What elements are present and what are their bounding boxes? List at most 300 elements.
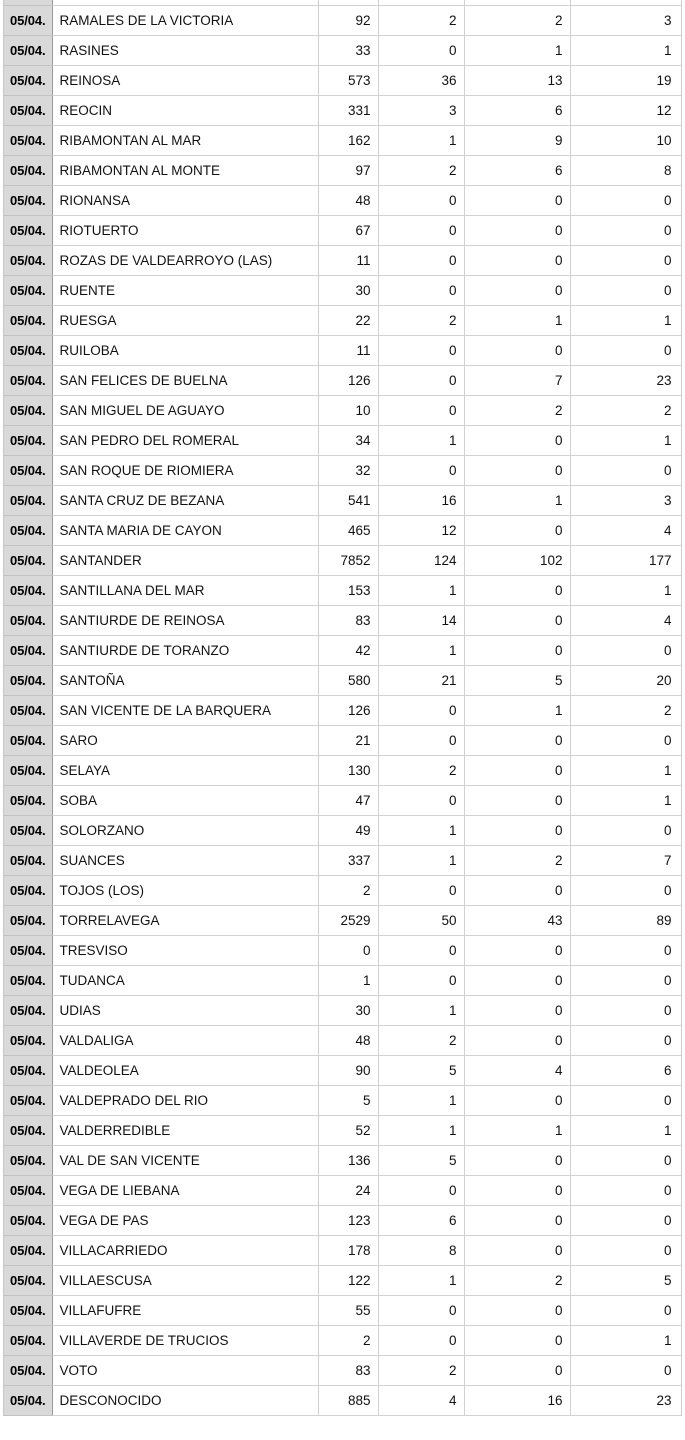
cell-value-4: 0 xyxy=(570,455,681,485)
cell-value-4: 177 xyxy=(570,545,681,575)
cell-value-3: 1 xyxy=(464,485,570,515)
table-row[interactable] xyxy=(3,1355,681,1385)
date-text: 05/04. xyxy=(10,342,46,358)
cell-value-3: 1 xyxy=(464,35,570,65)
cell-date xyxy=(3,125,52,155)
cell-municipality-name: TRESVISO xyxy=(52,935,318,965)
cell-value-1: 122 xyxy=(318,1265,378,1295)
cell-value-4: 0 xyxy=(570,995,681,1025)
date-text: 05/04. xyxy=(10,552,46,568)
cell-value-3: 0 xyxy=(464,1205,570,1235)
date-text: 05/04. xyxy=(10,882,46,898)
cell-value-4: 5 xyxy=(570,1265,681,1295)
cell-value-3: 6 xyxy=(464,155,570,185)
cell-value-4: 0 xyxy=(570,935,681,965)
cell-value-2: 2 xyxy=(378,1025,464,1055)
date-text: 05/04. xyxy=(10,912,46,928)
cell-value-2: 36 xyxy=(378,65,464,95)
cell-date xyxy=(3,815,52,845)
table-row[interactable] xyxy=(3,965,681,995)
date-text: 05/04. xyxy=(10,702,46,718)
cell-value-3: 6 xyxy=(464,95,570,125)
date-text: 05/04. xyxy=(10,1392,46,1408)
cell-value-3: 13 xyxy=(464,65,570,95)
cell-municipality-name: SOLORZANO xyxy=(52,815,318,845)
cell-value-4: 0 xyxy=(570,1085,681,1115)
date-text: 05/04. xyxy=(10,432,46,448)
table-row[interactable] xyxy=(3,35,681,65)
table-row[interactable] xyxy=(3,125,681,155)
table-row[interactable] xyxy=(3,305,681,335)
cell-municipality-name: SANTIURDE DE TORANZO xyxy=(52,635,318,665)
cell-value-1: 48 xyxy=(318,1025,378,1055)
cell-value-4: 1 xyxy=(570,785,681,815)
cell-date xyxy=(3,185,52,215)
cell-date xyxy=(3,785,52,815)
cell-value-2: 1 xyxy=(378,845,464,875)
date-text: 05/04. xyxy=(10,252,46,268)
cell-value-4: 0 xyxy=(570,1355,681,1385)
cell-value-3: 1 xyxy=(464,305,570,335)
cell-date xyxy=(3,665,52,695)
cell-value-4: 3 xyxy=(570,5,681,35)
cell-value-3: 4 xyxy=(464,1055,570,1085)
cell-value-4: 1 xyxy=(570,425,681,455)
table-row[interactable] xyxy=(3,395,681,425)
cell-municipality-name: SANTANDER xyxy=(52,545,318,575)
cell-value-3: 43 xyxy=(464,905,570,935)
table-row[interactable] xyxy=(3,1145,681,1175)
cell-value-1: 10 xyxy=(318,395,378,425)
cell-value-3: 5 xyxy=(464,665,570,695)
cell-value-2: 14 xyxy=(378,605,464,635)
date-text: 05/04. xyxy=(10,222,46,238)
table-row[interactable] xyxy=(3,1235,681,1265)
cell-date xyxy=(3,395,52,425)
cell-municipality-name: SAN VICENTE DE LA BARQUERA xyxy=(52,695,318,725)
cell-municipality-name: VILLAESCUSA xyxy=(52,1265,318,1295)
cell-value-3: 16 xyxy=(464,1385,570,1415)
cell-value-4: 12 xyxy=(570,95,681,125)
date-text: 05/04. xyxy=(10,102,46,118)
cell-municipality-name: RIOTUERTO xyxy=(52,215,318,245)
cell-value-3: 2 xyxy=(464,395,570,425)
cell-value-2: 1 xyxy=(378,125,464,155)
cell-value-4: 0 xyxy=(570,275,681,305)
date-text: 05/04. xyxy=(10,1002,46,1018)
cell-value-1: 83 xyxy=(318,605,378,635)
cell-value-4: 0 xyxy=(570,1025,681,1055)
cell-date xyxy=(3,65,52,95)
cell-municipality-name: VALDALIGA xyxy=(52,1025,318,1055)
cell-value-2: 0 xyxy=(378,785,464,815)
table-row[interactable] xyxy=(3,455,681,485)
cell-value-4: 1 xyxy=(570,305,681,335)
date-text: 05/04. xyxy=(10,1092,46,1108)
table-row[interactable] xyxy=(3,65,681,95)
cell-value-3: 102 xyxy=(464,545,570,575)
table-row[interactable] xyxy=(3,575,681,605)
cell-value-2: 0 xyxy=(378,35,464,65)
cell-value-3: 0 xyxy=(464,185,570,215)
cell-date xyxy=(3,425,52,455)
cell-municipality-name: RAMALES DE LA VICTORIA xyxy=(52,5,318,35)
date-text: 05/04. xyxy=(10,372,46,388)
cell-value-2: 5 xyxy=(378,1055,464,1085)
cell-value-4: 4 xyxy=(570,605,681,635)
table-row[interactable] xyxy=(3,815,681,845)
cell-value-1: 34 xyxy=(318,425,378,455)
table-row[interactable] xyxy=(3,905,681,935)
table-row[interactable] xyxy=(3,635,681,665)
cell-value-4: 0 xyxy=(570,875,681,905)
cell-municipality-name: UDIAS xyxy=(52,995,318,1025)
cell-value-3: 0 xyxy=(464,1145,570,1175)
cell-date xyxy=(3,245,52,275)
table-row[interactable] xyxy=(3,1205,681,1235)
date-text: 05/04. xyxy=(10,972,46,988)
cell-value-1: 90 xyxy=(318,1055,378,1085)
cell-value-2: 0 xyxy=(378,395,464,425)
cell-value-4: 20 xyxy=(570,665,681,695)
cell-municipality-name: RUESGA xyxy=(52,305,318,335)
cell-date xyxy=(3,875,52,905)
date-text: 05/04. xyxy=(10,642,46,658)
cell-date xyxy=(3,515,52,545)
cell-value-3: 2 xyxy=(464,845,570,875)
cell-value-4: 0 xyxy=(570,635,681,665)
cell-value-3: 0 xyxy=(464,995,570,1025)
table-row[interactable] xyxy=(3,1055,681,1085)
cell-value-2: 1 xyxy=(378,815,464,845)
cell-date xyxy=(3,635,52,665)
cell-date xyxy=(3,1205,52,1235)
cell-date xyxy=(3,305,52,335)
cell-value-1: 337 xyxy=(318,845,378,875)
cell-date xyxy=(3,605,52,635)
cell-value-3: 2 xyxy=(464,5,570,35)
cell-value-4: 0 xyxy=(570,965,681,995)
cell-date xyxy=(3,1145,52,1175)
cell-value-1: 5 xyxy=(318,1085,378,1115)
table-row[interactable] xyxy=(3,365,681,395)
cell-value-3: 1 xyxy=(464,695,570,725)
cell-value-2: 1 xyxy=(378,635,464,665)
date-text: 05/04. xyxy=(10,312,46,328)
date-text: 05/04. xyxy=(10,492,46,508)
cell-value-1: 123 xyxy=(318,1205,378,1235)
cell-date xyxy=(3,95,52,125)
cell-value-1: 92 xyxy=(318,5,378,35)
cell-value-4: 0 xyxy=(570,1175,681,1205)
date-text: 05/04. xyxy=(10,792,46,808)
table-row[interactable] xyxy=(3,335,681,365)
cell-value-1: 7852 xyxy=(318,545,378,575)
cell-value-1: 0 xyxy=(318,935,378,965)
cell-value-4: 0 xyxy=(570,815,681,845)
date-text: 05/04. xyxy=(10,1332,46,1348)
cell-value-1: 1 xyxy=(318,965,378,995)
date-text: 05/04. xyxy=(10,72,46,88)
table-row[interactable] xyxy=(3,5,681,35)
date-text: 05/04. xyxy=(10,1152,46,1168)
cell-value-2: 0 xyxy=(378,1325,464,1355)
table-row[interactable] xyxy=(3,845,681,875)
date-text: 05/04. xyxy=(10,42,46,58)
cell-municipality-name: SAN PEDRO DEL ROMERAL xyxy=(52,425,318,455)
cell-value-2: 16 xyxy=(378,485,464,515)
cell-municipality-name: SAN MIGUEL DE AGUAYO xyxy=(52,395,318,425)
table-row[interactable] xyxy=(3,1265,681,1295)
cell-value-4: 0 xyxy=(570,1145,681,1175)
cell-value-1: 126 xyxy=(318,365,378,395)
table-row[interactable] xyxy=(3,245,681,275)
cell-value-2: 2 xyxy=(378,1355,464,1385)
table-row[interactable] xyxy=(3,1085,681,1115)
cell-value-4: 0 xyxy=(570,245,681,275)
cell-value-4: 2 xyxy=(570,395,681,425)
table-row[interactable] xyxy=(3,725,681,755)
date-text: 05/04. xyxy=(10,1212,46,1228)
cell-value-1: 885 xyxy=(318,1385,378,1415)
cell-value-3: 0 xyxy=(464,755,570,785)
cell-value-2: 12 xyxy=(378,515,464,545)
cell-value-2: 0 xyxy=(378,215,464,245)
cell-value-2: 1 xyxy=(378,1115,464,1145)
cell-municipality-name: SAN ROQUE DE RIOMIERA xyxy=(52,455,318,485)
cell-value-3: 0 xyxy=(464,1295,570,1325)
cell-value-4: 0 xyxy=(570,1295,681,1325)
cell-value-1: 48 xyxy=(318,185,378,215)
cell-value-2: 0 xyxy=(378,335,464,365)
table-row[interactable] xyxy=(3,215,681,245)
cell-value-1: 178 xyxy=(318,1235,378,1265)
cell-date xyxy=(3,485,52,515)
cell-value-3: 0 xyxy=(464,515,570,545)
cell-date xyxy=(3,1355,52,1385)
cell-value-1: 11 xyxy=(318,335,378,365)
cell-municipality-name: TUDANCA xyxy=(52,965,318,995)
table-row[interactable] xyxy=(3,755,681,785)
table-row[interactable] xyxy=(3,515,681,545)
table-row[interactable] xyxy=(3,875,681,905)
cell-value-2: 8 xyxy=(378,1235,464,1265)
date-text: 05/04. xyxy=(10,132,46,148)
table-row[interactable] xyxy=(3,1025,681,1055)
cell-value-4: 19 xyxy=(570,65,681,95)
table-row[interactable] xyxy=(3,995,681,1025)
cell-date xyxy=(3,1325,52,1355)
cell-value-1: 162 xyxy=(318,125,378,155)
cell-value-4: 8 xyxy=(570,155,681,185)
cell-date xyxy=(3,5,52,35)
cell-value-1: 47 xyxy=(318,785,378,815)
cell-municipality-name: ROZAS DE VALDEARROYO (LAS) xyxy=(52,245,318,275)
cell-municipality-name: VALDERREDIBLE xyxy=(52,1115,318,1145)
cell-value-1: 11 xyxy=(318,245,378,275)
date-text: 05/04. xyxy=(10,282,46,298)
cell-value-1: 130 xyxy=(318,755,378,785)
cell-value-1: 465 xyxy=(318,515,378,545)
cell-municipality-name: RIBAMONTAN AL MONTE xyxy=(52,155,318,185)
cell-value-3: 0 xyxy=(464,215,570,245)
cell-value-2: 124 xyxy=(378,545,464,575)
cell-value-1: 573 xyxy=(318,65,378,95)
cell-value-1: 55 xyxy=(318,1295,378,1325)
cell-value-1: 32 xyxy=(318,455,378,485)
cell-value-3: 1 xyxy=(464,1115,570,1145)
cell-municipality-name: SELAYA xyxy=(52,755,318,785)
cell-value-1: 67 xyxy=(318,215,378,245)
cell-municipality-name: REINOSA xyxy=(52,65,318,95)
cell-value-3: 0 xyxy=(464,875,570,905)
cell-municipality-name: SARO xyxy=(52,725,318,755)
cell-value-3: 0 xyxy=(464,1325,570,1355)
cell-municipality-name: REOCIN xyxy=(52,95,318,125)
cell-municipality-name: VALDEPRADO DEL RIO xyxy=(52,1085,318,1115)
cell-date xyxy=(3,1085,52,1115)
cell-value-2: 0 xyxy=(378,695,464,725)
table-row[interactable] xyxy=(3,275,681,305)
table-row[interactable] xyxy=(3,485,681,515)
cell-value-2: 4 xyxy=(378,1385,464,1415)
cell-date xyxy=(3,155,52,185)
cell-municipality-name: VEGA DE LIEBANA xyxy=(52,1175,318,1205)
cell-date xyxy=(3,995,52,1025)
cell-municipality-name: SUANCES xyxy=(52,845,318,875)
table-row[interactable] xyxy=(3,1325,681,1355)
cell-municipality-name: SOBA xyxy=(52,785,318,815)
date-text: 05/04. xyxy=(10,192,46,208)
date-text: 05/04. xyxy=(10,1302,46,1318)
cell-date xyxy=(3,935,52,965)
cell-value-2: 0 xyxy=(378,965,464,995)
cell-municipality-name: VOTO xyxy=(52,1355,318,1385)
table-row[interactable] xyxy=(3,425,681,455)
cell-value-1: 21 xyxy=(318,725,378,755)
cell-municipality-name: SANTILLANA DEL MAR xyxy=(52,575,318,605)
cell-value-3: 0 xyxy=(464,1235,570,1265)
cell-value-2: 21 xyxy=(378,665,464,695)
cell-value-4: 1 xyxy=(570,35,681,65)
cell-municipality-name: VALDEOLEA xyxy=(52,1055,318,1085)
table-row[interactable] xyxy=(3,605,681,635)
cell-value-3: 0 xyxy=(464,635,570,665)
cell-value-3: 0 xyxy=(464,815,570,845)
date-text: 05/04. xyxy=(10,402,46,418)
cell-date xyxy=(3,905,52,935)
cell-municipality-name: DESCONOCIDO xyxy=(52,1385,318,1415)
date-text: 05/04. xyxy=(10,12,46,28)
cell-date xyxy=(3,275,52,305)
cell-value-3: 0 xyxy=(464,1355,570,1385)
cell-date xyxy=(3,965,52,995)
cell-date xyxy=(3,365,52,395)
cell-value-2: 1 xyxy=(378,1085,464,1115)
cell-value-4: 6 xyxy=(570,1055,681,1085)
cell-value-3: 0 xyxy=(464,1025,570,1055)
table-row[interactable] xyxy=(3,185,681,215)
table-body xyxy=(3,0,681,1415)
cell-date xyxy=(3,695,52,725)
cell-value-2: 0 xyxy=(378,245,464,275)
cell-value-2: 2 xyxy=(378,755,464,785)
cell-date xyxy=(3,545,52,575)
cell-value-2: 1 xyxy=(378,425,464,455)
cell-date xyxy=(3,335,52,365)
cell-date xyxy=(3,455,52,485)
cell-value-1: 22 xyxy=(318,305,378,335)
date-text: 05/04. xyxy=(10,942,46,958)
cell-value-3: 0 xyxy=(464,965,570,995)
cell-value-4: 1 xyxy=(570,575,681,605)
cell-municipality-name: VAL DE SAN VICENTE xyxy=(52,1145,318,1175)
cell-value-4: 0 xyxy=(570,185,681,215)
cell-value-2: 50 xyxy=(378,905,464,935)
cell-value-3: 0 xyxy=(464,455,570,485)
cell-date xyxy=(3,755,52,785)
cell-value-2: 3 xyxy=(378,95,464,125)
cell-value-3: 0 xyxy=(464,425,570,455)
cell-value-3: 0 xyxy=(464,785,570,815)
table-row[interactable] xyxy=(3,545,681,575)
cell-value-1: 153 xyxy=(318,575,378,605)
cell-municipality-name: SAN FELICES DE BUELNA xyxy=(52,365,318,395)
table-row[interactable] xyxy=(3,155,681,185)
date-text: 05/04. xyxy=(10,1062,46,1078)
date-text: 05/04. xyxy=(10,762,46,778)
date-text: 05/04. xyxy=(10,1362,46,1378)
cell-value-3: 0 xyxy=(464,335,570,365)
cell-value-1: 136 xyxy=(318,1145,378,1175)
cell-municipality-name: VILLACARRIEDO xyxy=(52,1235,318,1265)
date-text: 05/04. xyxy=(10,522,46,538)
cell-municipality-name: RIBAMONTAN AL MAR xyxy=(52,125,318,155)
cell-value-1: 42 xyxy=(318,635,378,665)
cell-municipality-name: VILLAFUFRE xyxy=(52,1295,318,1325)
cell-date xyxy=(3,215,52,245)
cell-value-3: 0 xyxy=(464,725,570,755)
date-text: 05/04. xyxy=(10,582,46,598)
cell-value-2: 1 xyxy=(378,1265,464,1295)
table-row[interactable] xyxy=(3,935,681,965)
cell-value-3: 0 xyxy=(464,605,570,635)
cell-value-1: 24 xyxy=(318,1175,378,1205)
cell-value-2: 1 xyxy=(378,995,464,1025)
cell-value-2: 2 xyxy=(378,5,464,35)
table-row[interactable] xyxy=(3,1115,681,1145)
date-text: 05/04. xyxy=(10,822,46,838)
cell-value-1: 97 xyxy=(318,155,378,185)
cell-date xyxy=(3,35,52,65)
table-row[interactable] xyxy=(3,785,681,815)
table-row[interactable] xyxy=(3,1385,681,1415)
cell-value-1: 2 xyxy=(318,1325,378,1355)
table-row[interactable] xyxy=(3,1295,681,1325)
table-row[interactable] xyxy=(3,95,681,125)
cell-municipality-name: RIONANSA xyxy=(52,185,318,215)
cell-value-4: 23 xyxy=(570,1385,681,1415)
cell-value-1: 2 xyxy=(318,875,378,905)
date-text: 05/04. xyxy=(10,672,46,688)
table-row[interactable] xyxy=(3,695,681,725)
table-row[interactable] xyxy=(3,665,681,695)
table-row[interactable] xyxy=(3,1175,681,1205)
cell-value-3: 0 xyxy=(464,1175,570,1205)
cell-value-4: 7 xyxy=(570,845,681,875)
cell-value-4: 1 xyxy=(570,1325,681,1355)
cell-date xyxy=(3,845,52,875)
